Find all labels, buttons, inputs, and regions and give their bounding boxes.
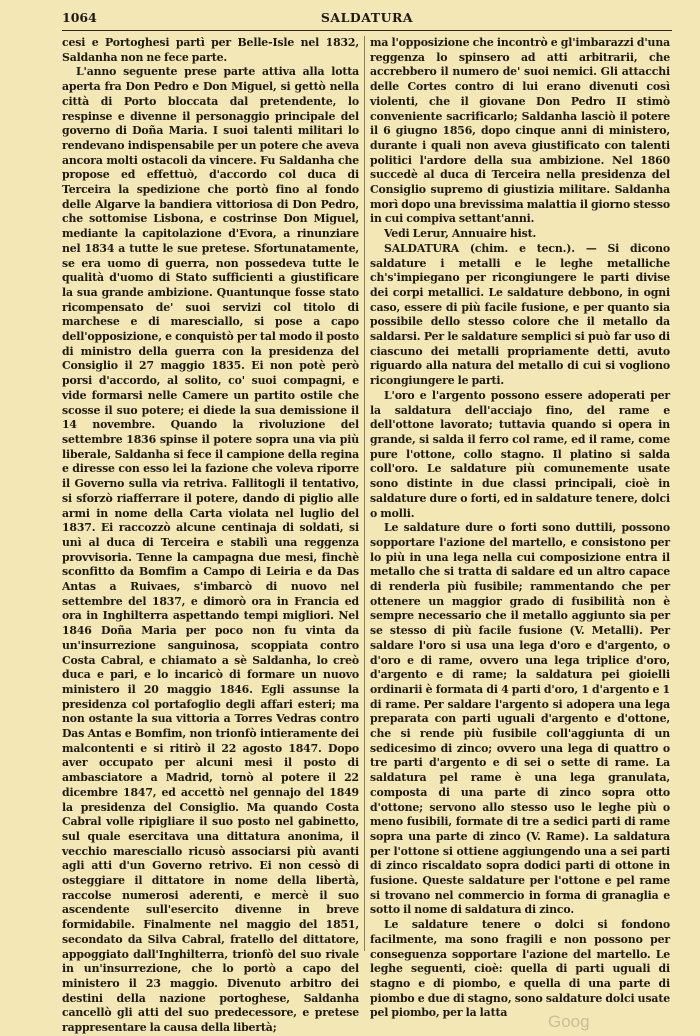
left-column [62, 36, 359, 1036]
paragraph: Vedi Lerur, Annuaire hist. [384, 227, 537, 241]
watermark: Goog [548, 1012, 590, 1031]
paragraph: L'anno seguente prese parte attiva alla lotta aperta fra Don Pedro e Don Miguel, si gettò nella città di Porto bloccata dal pretendente, lo respinse e divenne il personaggio principale del governo di Doña Maria. I suoi talenti militari lo rendevano indispensabile per un potere che aveva ancora molti ostacoli da vincere. Fu Saldanha che propose ed effettuò, d'accordo col duca di Terceira la spedizione che portò fino al fondo delle Algarve la bandiera vittoriosa di Don Pedro, che sottomise Lisbona, e costrinse Don Miguel, mediante la capitolazione d'Evora, a rinunziare nel 1834 a tutte le sue pretese. Sfortunatamente, se era uomo di guerra, non possedeva tutte le qualità d'uomo di Stato sufficienti a giustificare la sua grande ambizione. Quantunque fosse stato ricompensato de' suoi servizi col titolo di marchese e di maresciallo, si pose a capo dell'opposizione, e conquistò per tal modo il posto di ministro della guerra con la presidenza del Consiglio il 27 maggio 1835. Ei non potè però porsi d'accordo, al solito, co' suoi compagni, e vide formarsi nelle Camere un partito ostile che scosse il suo potere; ei diede la sua demissione il 14 novembre. Quando la rivoluzione del settembre 1836 spinse il potere sopra una via più liberale, Saldanha si fece il campione della regina e diresse con esso lei la fazione che voleva riporre il Governo sulla via retriva. Fallitogli il tentativo, si sforzò riafferrare il potere, dando di piglio alle armi in nome della Carta violata nel luglio del 1837. Ei raccozzò alcune centinaja di soldati, si unì al duca di Terceira e stabilì una reggenza provvisoria. Tenne la campagna due mesi, finchè sconfitto da Bomfim a Campo di Leiria e da Das Antas a Ruivaes, s'imbarcò di nuovo nel settembre del 1837, e dimorò ora in Francia ed ora in Inghilterra aspettando tempi migliori. Nel 1846 Doña Maria per poco non fu vinta da un'insurrezione sanguinosa, scoppiata contro Costa Cabral, e chiamato a sè Saldanha, lo creò duca e pari, e lo incaricò di formare un nuovo ministero il 20 maggio 1846. Egli assunse la presidenza col portafoglio degli affari esteri; ma non ostante la sua vittoria a Torres Vedras contro Das Antas e Bomfim, non trionfò intieramente dei malcontenti e si ritirò il 22 agosto 1847. Dopo aver occupato per alcuni mesi il posto di ambasciatore a Madrid, tornò al potere il 22 dicembre 1847, ed accettò nel gennajo del 1849 la presidenza del Consiglio. Ma quando Costa Cabral volle ripigliare il suo posto nel gabinetto, sul quale esercitava una dittatura anonima, il vecchio maresciallo ricusò associarsi più avanti agli atti d'un Governo retrivo. Ei non cessò di osteggiare il dittatore in nome della libertà, raccolse numerosi aderenti, e mercè il suo ascendente sull'esercito divenne in breve formidabile. Finalmente nel maggio del 1851, secondato da Silva Cabral, fratello del dittatore, appoggiato dall'Inghilterra, trionfò del suo rivale in un'insurrezione, che lo portò a capo del ministero il 23 maggio. Divenuto arbitro dei destini della nazione portoghese, Saldanha cancellò gli atti del suo predecessore, e pretese rappresentare la causa della libertà; [62, 65, 359, 1035]
paragraph: cesi e Portoghesi partì per Belle-Isle nel 1832, Saldanha non ne fece parte. [62, 36, 359, 64]
running-title: SALDATURA [320, 10, 414, 25]
paragraph: SALDATURA (chim. e tecn.). — Si dicono saldature i metalli e le leghe metalliche ch's'impiegano per ricongiungere le parti divise dei corpi metallici. Le saldature debbono, in ogni caso, essere di più facile fusione, e per quanto sia possibile dello stesso colore che il metallo da saldarsi. Per le saldature semplici si può far uso di ciascuno dei metalli propriamente detti, avuto riguardo alla natura del metallo di cui si vogliono ricongiungere le parti. [370, 241, 670, 388]
paragraph: Le saldature tenere o dolci si fondono facilmente, ma sono fragili e non possono per conseguenza sopportare l'azione del martello. Le leghe seguenti, cioè: quella di parti uguali di stagno e di piombo, e quella di una parte di piombo e due di stagno, sono saldature dolci usate pel piombo, per la latta [370, 918, 670, 1020]
paragraph: L'oro e l'argento possono essere adoperati per la saldatura dell'acciajo fino, del rame e dell'ottone lavorato; tuttavia quando si opera in grande, si salda il ferro col rame, ed il rame, come pure l'ottone, collo stagno. Il platino si salda coll'oro. Le saldature più comunemente usate sono distinte in due classi principali, cioè in saldature dure o forti, ed in saldature tenere, dolci o molli. [370, 388, 670, 520]
paragraph: ma l'opposizione che incontrò e gl'imbarazzi d'una reggenza lo spinsero ad atti arbitrarii, che accrebbero il numero de' suoi nemici. Gli attacchi delle Cortes contro di lui erano divenuti così violenti, che il giovane Don Pedro II stimò conveniente sacrificarlo; Saldanha lasciò il potere il 6 giugno 1856, dopo cinque anni di ministero, durante i quali non aveva giustificato con talenti politici l'ardore della sua ambizione. Nel 1860 succedè al duca di Terceira nella presidenza del Consiglio supremo di giustizia militare. Saldanha morì dopo una brevissima malattia il giorno stesso in cui compiva settant'anni. [370, 36, 670, 226]
column-divider [364, 36, 365, 951]
right-column [370, 36, 670, 1021]
paragraph: Le saldature dure o forti sono duttili, possono sopportare l'azione del martello, e consistono per lo più in una lega nella cui composizione entra il metallo che si tratta di saldare ed un altro capace di renderla più fusibile; rammentando che per ottenere un maggior grado di fusibilità non è sempre necessario che il metallo aggiunto sia per se stesso di più facile fusione (V. Metalli). Per saldare l'oro si usa una lega d'oro e d'argento, o d'oro e di rame, ovvero una lega triplice d'oro, d'argento e di rame; la saldatura pei gioielli ordinarii è formata di 4 parti d'oro, 1 d'argento e 1 di rame. Per saldare l'argento si adopera una lega preparata con parti uguali d'argento e d'ottone, che si rende più fusibile coll'aggiunta di un sedicesimo di zinco; ovvero una lega di quattro o tre parti d'argento e di sei o sette di rame. La saldatura pel rame è una lega granulata, composta di una parte di zinco sopra otto d'ottone; servono allo stesso uso le leghe più o meno fusibili, formate di tre a sedici parti di rame sopra una parte di zinco (V. Rame). La saldatura per l'ottone si ottiene aggiungendo una a sei parti di zinco riscaldato sopra dodici parti di ottone in fusione. Queste saldature per l'ottone e pel rame si trovano nel commercio in forma di granaglia e sotto il nome di saldatura di zinco. [370, 521, 670, 917]
page-number: 1064 [62, 10, 97, 25]
header-rule [62, 30, 672, 31]
page-header [62, 8, 672, 30]
